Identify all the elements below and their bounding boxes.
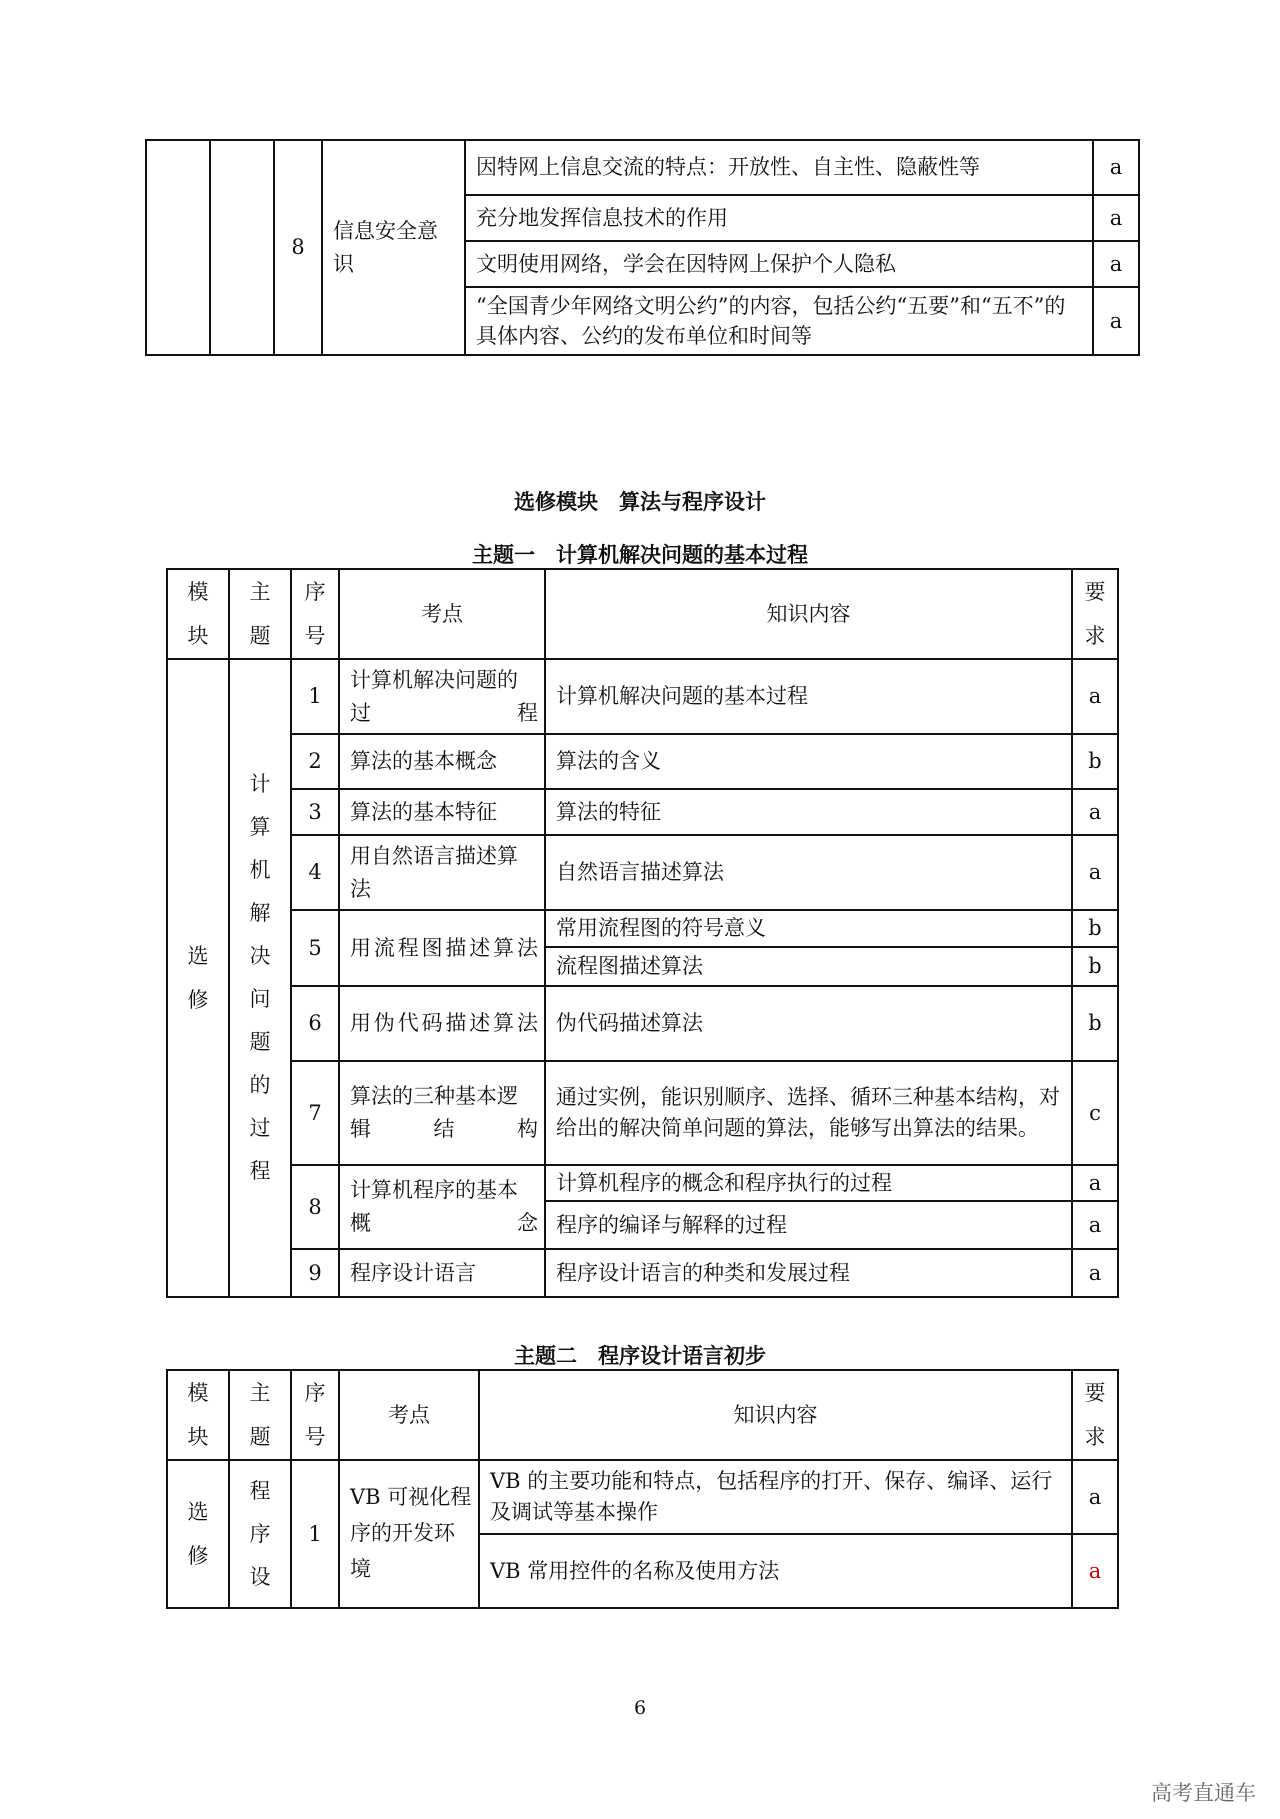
seq-cell: 8: [291, 1165, 339, 1249]
req-cell: a: [1072, 835, 1118, 910]
req-cell: a: [1072, 1165, 1118, 1201]
seq-cell: 6: [291, 986, 339, 1061]
point-cell: 程序设计语言: [339, 1249, 545, 1297]
req-cell: b: [1072, 734, 1118, 789]
seq-cell: 8: [274, 140, 322, 355]
content-cell: 算法的含义: [545, 734, 1072, 789]
content-cell: 计算机解决问题的基本过程: [545, 659, 1072, 734]
content-cell: 常用流程图的符号意义: [545, 910, 1072, 947]
topic1-title: 主题一 计算机解决问题的基本过程: [472, 543, 808, 567]
top-continuation-table: [145, 139, 1140, 356]
topic2-table: [166, 1369, 1119, 1609]
req-cell: b: [1072, 947, 1118, 986]
seq-cell: 5: [291, 910, 339, 986]
header-point: 考点: [339, 1370, 479, 1460]
topic2-title: 主题二 程序设计语言初步: [514, 1344, 766, 1368]
header-seq: 序号: [291, 569, 339, 659]
point-cell: 用伪代码描述算法: [339, 986, 545, 1061]
req-cell: b: [1072, 986, 1118, 1061]
header-req: 要求: [1072, 569, 1118, 659]
req-cell: a: [1072, 1249, 1118, 1297]
header-theme: 主题: [229, 1370, 291, 1460]
req-cell: c: [1072, 1061, 1118, 1165]
point-cell: 用流程图描述算法: [339, 910, 545, 986]
seq-cell: 1: [291, 659, 339, 734]
req-cell: a: [1093, 140, 1139, 195]
header-req: 要求: [1072, 1370, 1118, 1460]
content-cell: VB 的主要功能和特点，包括程序的打开、保存、编译、运行及调试等基本操作: [479, 1460, 1072, 1534]
point-cell: 计算机解决问题的过程: [339, 659, 545, 734]
seq-cell: 1: [291, 1460, 339, 1608]
req-cell: a: [1093, 241, 1139, 287]
header-module: 模块: [167, 569, 229, 659]
content-cell: 流程图描述算法: [545, 947, 1072, 986]
req-cell: a: [1072, 1201, 1118, 1249]
seq-cell: 4: [291, 835, 339, 910]
module-cell: [146, 140, 210, 355]
point-cell: 算法的基本特征: [339, 789, 545, 835]
point-cell: 算法的基本概念: [339, 734, 545, 789]
header-point: 考点: [339, 569, 545, 659]
seq-cell: 3: [291, 789, 339, 835]
content-cell: 文明使用网络，学会在因特网上保护个人隐私: [465, 241, 1093, 287]
content-cell: 自然语言描述算法: [545, 835, 1072, 910]
header-content: 知识内容: [479, 1370, 1072, 1460]
content-cell: 伪代码描述算法: [545, 986, 1072, 1061]
content-cell: “全国青少年网络文明公约”的内容，包括公约“五要”和“五不”的具体内容、公约的发布单位和时间等: [465, 287, 1093, 355]
page-number: 6: [633, 1697, 647, 1719]
content-cell: VB 常用控件的名称及使用方法: [479, 1534, 1072, 1608]
point-cell: VB 可视化程序的开发环境: [339, 1460, 479, 1608]
topic1-table: [166, 568, 1119, 1298]
header-module: 模块: [167, 1370, 229, 1460]
point-cell: 计算机程序的基本概念: [339, 1165, 545, 1249]
content-cell: 因特网上信息交流的特点：开放性、自主性、隐蔽性等: [465, 140, 1093, 195]
theme-cell: [210, 140, 274, 355]
seq-cell: 9: [291, 1249, 339, 1297]
header-theme: 主题: [229, 569, 291, 659]
req-cell: a: [1072, 659, 1118, 734]
req-cell: a: [1093, 287, 1139, 355]
header-content: 知识内容: [545, 569, 1072, 659]
content-cell: 程序设计语言的种类和发展过程: [545, 1249, 1072, 1297]
seq-cell: 7: [291, 1061, 339, 1165]
module-cell: 选修: [167, 659, 229, 1297]
point-cell: 用自然语言描述算法: [339, 835, 545, 910]
header-seq: 序号: [291, 1370, 339, 1460]
req-cell: a: [1072, 789, 1118, 835]
content-cell: 程序的编译与解释的过程: [545, 1201, 1072, 1249]
req-cell: a: [1093, 195, 1139, 241]
point-cell: 算法的三种基本逻辑结构: [339, 1061, 545, 1165]
point-cell: 信息安全意识: [322, 140, 465, 355]
module-title: 选修模块 算法与程序设计: [514, 490, 766, 514]
module-cell: 选修: [167, 1460, 229, 1608]
theme-cell: 程序设: [229, 1460, 291, 1608]
content-cell: 通过实例，能识别顺序、选择、循环三种基本结构，对给出的解决简单问题的算法，能够写出算法的结果。: [545, 1061, 1072, 1165]
content-cell: 计算机程序的概念和程序执行的过程: [545, 1165, 1072, 1201]
seq-cell: 2: [291, 734, 339, 789]
req-cell-highlighted: a: [1072, 1534, 1118, 1608]
content-cell: 算法的特征: [545, 789, 1072, 835]
theme-cell: 计算机解决问题的过程: [229, 659, 291, 1297]
watermark: 高考直通车: [1151, 1781, 1256, 1805]
req-cell: b: [1072, 910, 1118, 947]
content-cell: 充分地发挥信息技术的作用: [465, 195, 1093, 241]
req-cell: a: [1072, 1460, 1118, 1534]
